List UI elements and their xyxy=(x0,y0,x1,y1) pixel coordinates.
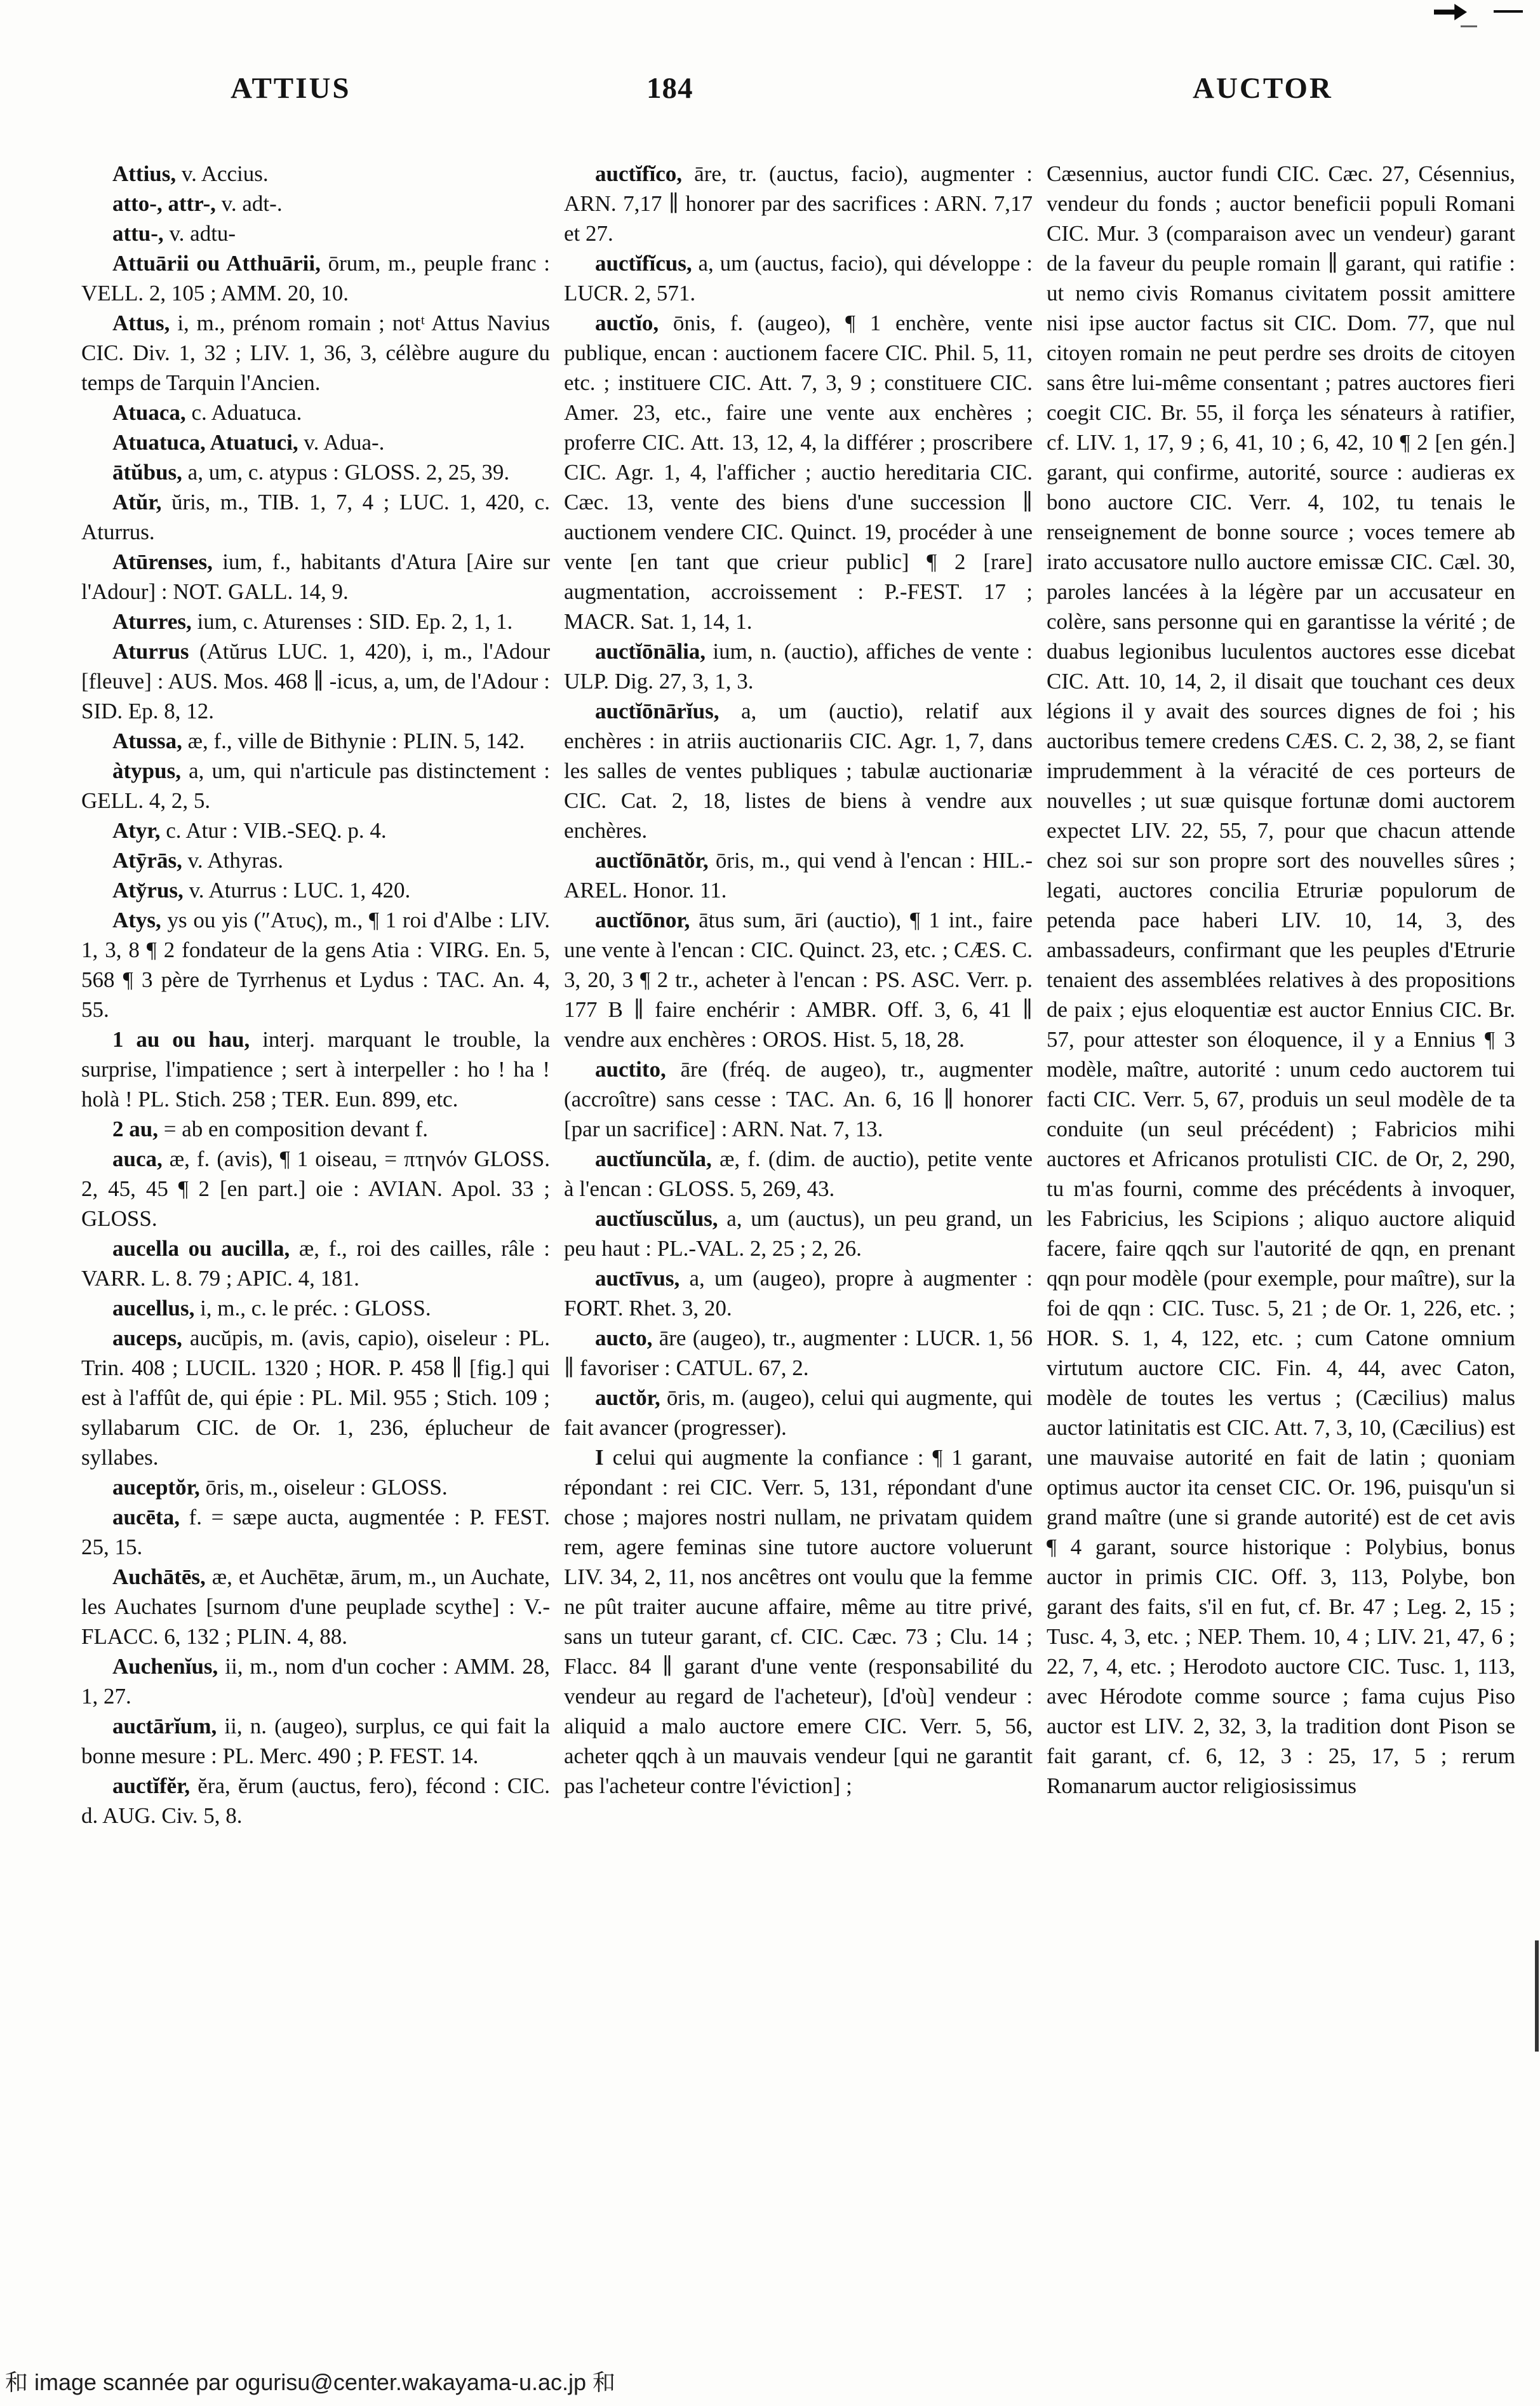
entry-headword: àtypus, xyxy=(112,758,181,783)
dictionary-entry: auctĭuncŭla, æ, f. (dim. de auctio), petite vente à l'encan : GLOSS. 5, 269, 43. xyxy=(564,1146,1033,1201)
entry-headword: auctĭōnor, xyxy=(595,908,690,932)
dictionary-entry: auctĭōnor, ātus sum, āri (auctio), ¶ 1 int., faire une vente à l'encan : CIC. Quinct. 23, etc. ; CÆS. C. 3, 20, 3 ¶ 2 tr., acheter à l'encan : PS. ASC. Verr. p. 177 B ∥ faire enchérir : AMBR. Off. 3, 6, 41 ∥ vendre aux enchères : OROS. Hist. 5, 18, 28. xyxy=(564,908,1033,1052)
entry-headword: auctĭo, xyxy=(595,311,659,335)
dictionary-entry: Atȳrās, v. Athyras. xyxy=(112,848,283,873)
dictionary-entry: Atŭr, ŭris, m., TIB. 1, 7, 4 ; LUC. 1, 420, c. Aturrus. xyxy=(81,490,550,544)
scan-mark-dash xyxy=(1494,10,1523,13)
dictionary-entry: Auchātēs, æ, et Auchētæ, ārum, m., un Auchate, les Auchates [surnom d'une peuplade scythe] : V.-FLACC. 6, 132 ; PLIN. 4, 88. xyxy=(81,1564,550,1649)
dictionary-entry: Aty̆rus, v. Aturrus : LUC. 1, 420. xyxy=(112,878,411,903)
entry-headword: atto-, attr-, xyxy=(112,191,216,216)
entry-headword: attu-, xyxy=(112,221,164,246)
entry-headword: auctĭfĕr, xyxy=(112,1773,191,1798)
dictionary-entry: Atys, ys ou yis (″Ατυς), m., ¶ 1 roi d'Albe : LIV. 1, 3, 8 ¶ 2 fondateur de la gens Atia : VIRG. En. 5, 568 ¶ 3 père de Tyrrhenus et Lydus : TAC. An. 4, 55. xyxy=(81,908,550,1022)
entry-headword: Aturres, xyxy=(112,609,192,634)
entry-headword: auctārĭum, xyxy=(112,1714,217,1738)
running-head xyxy=(0,71,1540,116)
dictionary-entry: ātŭbus, a, um, c. atypus : GLOSS. 2, 25, 39. xyxy=(112,460,510,485)
entry-headword: Atuatuca, Atuatuci, xyxy=(112,430,298,455)
dictionary-entry: aucto, āre (augeo), tr., augmenter : LUCR. 1, 56 ∥ favoriser : CATUL. 67, 2. xyxy=(564,1326,1033,1380)
entry-headword: Attius, xyxy=(112,161,177,186)
dictionary-entry: Atuatuca, Atuatuci, v. Adua-. xyxy=(112,430,385,455)
entry-headword: aucēta, xyxy=(112,1505,180,1529)
entry-headword: auctĭōnālia, xyxy=(595,639,706,664)
scan-edge-mark xyxy=(1535,1940,1539,2052)
dictionary-entry: Atūrenses, ium, f., habitants d'Atura [Aire sur l'Adour] : NOT. GALL. 14, 9. xyxy=(81,549,550,604)
entry-headword: auctŏr, xyxy=(595,1385,660,1410)
dictionary-entry: 2 au, = ab en composition devant f. xyxy=(112,1117,429,1141)
entry-headword: auceptŏr, xyxy=(112,1475,200,1500)
dictionary-entry: auceptŏr, ōris, m., oiseleur : GLOSS. xyxy=(112,1475,448,1500)
entry-headword: Atys, xyxy=(112,908,161,932)
dictionary-entry: atto-, attr-, v. adt-. xyxy=(112,191,283,216)
text-columns xyxy=(81,159,1516,1831)
dictionary-entry: auctŏr, ōris, m. (augeo), celui qui augmente, qui fait avancer (progresser). xyxy=(564,1385,1033,1440)
entry-headword: Atŭr, xyxy=(112,490,162,514)
entry-headword: Atȳrās, xyxy=(112,848,182,873)
dictionary-column xyxy=(1047,159,1515,1831)
entry-headword: Atuaca, xyxy=(112,400,186,425)
entry-headword: aucto, xyxy=(595,1326,653,1350)
dictionary-entry: Auchenĭus, ii, m., nom d'un cocher : AMM. 28, 1, 27. xyxy=(81,1654,550,1709)
scan-mark-arrow-icon xyxy=(1434,4,1467,20)
dictionary-entry: Atuaca, c. Aduatuca. xyxy=(112,400,302,425)
entry-headword: auctĭuncŭla, xyxy=(595,1146,712,1171)
dictionary-entry: auctĭfĕr, ĕra, ĕrum (auctus, fero), fécond : CIC. d. AUG. Civ. 5, 8. xyxy=(81,1773,550,1828)
dictionary-entry: auctārĭum, ii, n. (augeo), surplus, ce qui fait la bonne mesure : PL. Merc. 490 ; P. FEST. 14. xyxy=(81,1714,550,1768)
dictionary-entry: àtypus, a, um, qui n'articule pas distinctement : GELL. 4, 2, 5. xyxy=(81,758,550,813)
dictionary-entry: I celui qui augmente la confiance : ¶ 1 garant, répondant : rei CIC. Verr. 5, 131, répondant d'une chose ; majores nostri nullam, ne privatam quidem rem, agere feminas sine tutore auctore voluerunt LIV. 34, 2, 11, nos ancêtres ont voulu que la femme ne pût traiter aucune affaire, même au titre privé, sans un tuteur garant, cf. CIC. Cæc. 73 ; Clu. 14 ; Flacc. 84 ∥ garant d'une vente (responsabilité du vendeur au regard de l'acheteur), [d'où] vendeur : aliquid a malo auctore emere CIC. Verr. 5, 56, acheter qqch à un mauvais vendeur [qui ne garantit pas l'acheteur contre l'éviction] ; xyxy=(564,1445,1033,1798)
entry-headword: Aty̆rus, xyxy=(112,878,184,903)
dictionary-entry: Aturrus (Atŭrus LUC. 1, 420), i, m., l'Adour [fleuve] : AUS. Mos. 468 ∥ -icus, a, um, de l'Adour : SID. Ep. 8, 12. xyxy=(81,639,550,723)
entry-headword: Auchenĭus, xyxy=(112,1654,218,1679)
page-number: 184 xyxy=(646,72,693,105)
dictionary-entry: auctĭuscŭlus, a, um (auctus), un peu grand, un peu haut : PL.-VAL. 2, 25 ; 2, 26. xyxy=(564,1206,1033,1261)
entry-headword: auctīvus, xyxy=(595,1266,680,1291)
dictionary-column xyxy=(564,159,1033,1831)
entry-headword: auctĭōnātŏr, xyxy=(595,848,709,873)
entry-headword: Atūrenses, xyxy=(112,549,213,574)
entry-headword: Atussa, xyxy=(112,729,182,753)
dictionary-entry: Atyr, c. Atur : VIB.-SEQ. p. 4. xyxy=(112,818,387,843)
entry-headword: ātŭbus, xyxy=(112,460,182,485)
entry-headword: auca, xyxy=(112,1146,163,1171)
dictionary-entry: Attuārii ou Atthuārii, ōrum, m., peuple franc : VELL. 2, 105 ; AMM. 20, 10. xyxy=(81,251,550,306)
entry-headword: auctĭōnārĭus, xyxy=(595,699,720,723)
header-left-catchword: ATTIUS xyxy=(231,72,351,105)
dictionary-entry: Atussa, æ, f., ville de Bithynie : PLIN. 5, 142. xyxy=(112,729,525,753)
dictionary-entry: auctĭfĭcus, a, um (auctus, facio), qui développe : LUCR. 2, 571. xyxy=(564,251,1033,306)
entry-headword: Auchātēs, xyxy=(112,1564,206,1589)
entry-headword: Atyr, xyxy=(112,818,161,843)
dictionary-entry: auceps, aucŭpis, m. (avis, capio), oiseleur : PL. Trin. 408 ; LUCIL. 1320 ; HOR. P. 458 ∥ [fig.] qui est à l'affût de, qui épie : PL. Mil. 955 ; Stich. 109 ; syllabarum CIC. de Or. 1, 236, éplucheur de syllabes. xyxy=(81,1326,550,1470)
entry-headword: 1 au ou hau, xyxy=(112,1027,250,1052)
dictionary-entry: auctĭōnārĭus, a, um (auctio), relatif aux enchères : in atriis auctionariis CIC. Agr. 1, 7, dans les salles de ventes publiques ; tabulæ auctionariæ CIC. Cat. 2, 18, listes de biens à vendre aux enchères. xyxy=(564,699,1033,843)
entry-headword: auctĭuscŭlus, xyxy=(595,1206,718,1231)
dictionary-entry: 1 au ou hau, interj. marquant le trouble, la surprise, l'impatience ; sert à interpeller : ho ! ha ! holà ! PL. Stich. 258 ; TER. Eun. 899, etc. xyxy=(81,1027,550,1112)
dictionary-entry: auctito, āre (fréq. de augeo), tr., augmenter (accroître) sans cesse : TAC. An. 6, 16 ∥ honorer [par un sacrifice] : ARN. Nat. 7, 13. xyxy=(564,1057,1033,1141)
dictionary-entry: attu-, v. adtu- xyxy=(112,221,236,246)
dictionary-entry: auctīvus, a, um (augeo), propre à augmenter : FORT. Rhet. 3, 20. xyxy=(564,1266,1033,1321)
entry-headword: auctĭfĭcus, xyxy=(595,251,692,276)
dictionary-entry: Cæsennius, auctor fundi CIC. Cæc. 27, Césennius, vendeur du fonds ; auctor beneficii populi Romani CIC. Mur. 3 (comparaison avec un vendeur) garant de la faveur du peuple romain ∥ garant, qui ratifie : ut nemo civis Romanus civitatem possit amittere nisi ipse auctor factus sit CIC. Dom. 77, que nul citoyen romain ne peut perdre ses droits de citoyen sans être lui-même consentant ; patres auctores fieri coegit CIC. Br. 55, il força les sénateurs à ratifier, cf. LIV. 1, 17, 9 ; 6, 41, 10 ; 6, 42, 10 ¶ 2 [en gén.] garant, qui confirme, autorité, source : audieras ex bono auctore CIC. Verr. 4, 102, tu tenais le renseignement de bonne source ; voces temere ab irato accusatore nullo auctore emissæ CIC. Cæl. 30, paroles lancées à la légère par un accusateur en colère, sans personne qui en garantisse la vérité ; de duabus legionibus luculentos auctores esse dicebat CIC. Att. 10, 14, 2, il disait que touchant ces deux légions il y avait des sources dignes de foi ; his auctoribus temere credens CÆS. C. 2, 38, 2, se fiant imprudemment à la véracité de ces porteurs de nouvelles ; ut suæ quisque fortunæ domi auctorem expectet LIV. 22, 55, 7, pour que chacun attende chez soi sur son propre sort des nouvelles sûres ; legati, auctores concilia Etruriæ populorum de petenda pace haberi LIV. 10, 14, 3, des ambassadeurs, confirmant que les peuples d'Etrurie tenaient des assemblées relatives à des propositions de paix ; ejus eloquentiæ est auctor Ennius CIC. Br. 57, pour attester son éloquence, il y a Ennius ¶ 3 modèle, maître, autorité : unum cedo auctorem tui facti CIC. Verr. 5, 67, produis un seul modèle de ta conduite (un seul précédent) ; Fabricios mihi auctores et Africanos protulisti CIC. de Or, 2, 290, tu m'as fourni, comme des précédents à invoquer, les Fabricius, les Scipions ; aliquo auctore aliquid facere, faire qqch sur l'autorité de qqn, en prenant qqn pour modèle (pour exemple, pour maître), sur la foi de qqn : CIC. Tusc. 5, 21 ; de Or. 1, 226, etc. ; HOR. S. 1, 4, 122, etc. ; cum Catone omnium virtutum auctore CIC. Fin. 4, 44, avec Caton, modèle de toutes les vertus ; (Cæcilius) malus auctor latinitatis est CIC. Att. 7, 3, 10, (Cæcilius) est une mauvaise autorité en fait de latin ; quoniam optimus auctor ita censet CIC. Or. 196, puisqu'un si grand maître (une si grande autorité) est de cet avis ¶ 4 garant, source historique : Polybius, bonus auctor in primis CIC. Off. 3, 113, Polybe, bon garant des faits, s'il en fut, cf. Br. 47 ; Leg. 2, 15 ; Tusc. 4, 3, etc. ; NEP. Them. 10, 4 ; LIV. 21, 47, 6 ; 22, 7, 4, etc. ; Herodoto auctore CIC. Tusc. 1, 113, avec Hérodote comme source ; fama cujus Piso auctor est LIV. 2, 32, 3, la tradition dont Pison se fait garant, cf. 6, 12, 3 : 25, 17, 5 ; rerum Romanarum auctor religiosissimus xyxy=(1047,161,1515,1798)
dictionary-entry: auctĭōnālia, ium, n. (auctio), affiches de vente : ULP. Dig. 27, 3, 1, 3. xyxy=(564,639,1033,694)
entry-headword: Attuārii ou Atthuārii, xyxy=(112,251,321,276)
dictionary-entry: Attius, v. Accius. xyxy=(112,161,269,186)
entry-headword: auctĭfĭco, xyxy=(595,161,683,186)
dictionary-entry: aucēta, f. = sæpe aucta, augmentée : P. FEST. 25, 15. xyxy=(81,1505,550,1559)
entry-headword: I xyxy=(595,1445,604,1470)
dictionary-entry: Attus, i, m., prénom romain ; notᵗ Attus Navius CIC. Div. 1, 32 ; LIV. 1, 36, 3, célèbre augure du temps de Tarquin l'Ancien. xyxy=(81,311,550,395)
entry-headword: Attus, xyxy=(112,311,170,335)
dictionary-column xyxy=(81,159,550,1831)
header-right-catchword: AUCTOR xyxy=(1193,72,1333,105)
entry-headword: auctito, xyxy=(595,1057,666,1082)
entry-headword: auceps, xyxy=(112,1326,182,1350)
dictionary-entry: aucellus, i, m., c. le préc. : GLOSS. xyxy=(112,1296,431,1321)
scan-credit-line: 和 image scannée par ogurisu@center.wakayama-u.ac.jp 和 xyxy=(5,2369,616,2395)
dictionary-entry: auca, æ, f. (avis), ¶ 1 oiseau, = πτηνόν GLOSS. 2, 45, 45 ¶ 2 [en part.] oie : AVIAN. Apol. 33 ; GLOSS. xyxy=(81,1146,550,1231)
dictionary-entry: auctĭfĭco, āre, tr. (auctus, facio), augmenter : ARN. 7,17 ∥ honorer par des sacrifices : ARN. 7,17 et 27. xyxy=(564,161,1033,246)
dictionary-entry: Aturres, ium, c. Aturenses : SID. Ep. 2, 1, 1. xyxy=(112,609,513,634)
dictionary-entry: auctĭōnātŏr, ōris, m., qui vend à l'encan : HIL.-AREL. Honor. 11. xyxy=(564,848,1033,903)
dictionary-entry: aucella ou aucilla, æ, f., roi des cailles, râle : VARR. L. 8. 79 ; APIC. 4, 181. xyxy=(81,1236,551,1291)
dictionary-entry: auctĭo, ōnis, f. (augeo), ¶ 1 enchère, vente publique, encan : auctionem facere CIC. Phil. 5, 11, etc. ; instituere CIC. Att. 7, 3, 9 ; constituere CIC. Amer. 23, etc., faire une vente aux enchères ; proferre CIC. Att. 13, 12, 4, la différer ; proscribere CIC. Agr. 1, 4, l'afficher ; auctio hereditaria CIC. Cæc. 13, vente des biens d'une succession ∥ auctionem vendere CIC. Quinct. 19, procéder à une vente [en tant que crieur public] ¶ 2 [rare] augmentation, accroissement : P.-FEST. 17 ; MACR. Sat. 1, 14, 1. xyxy=(564,311,1033,634)
entry-headword: aucellus, xyxy=(112,1296,195,1321)
scan-mark-dash xyxy=(1461,25,1477,27)
entry-headword: 2 au, xyxy=(112,1117,158,1141)
entry-headword: aucella ou aucilla, xyxy=(112,1236,290,1261)
entry-headword: Aturrus xyxy=(112,639,189,664)
